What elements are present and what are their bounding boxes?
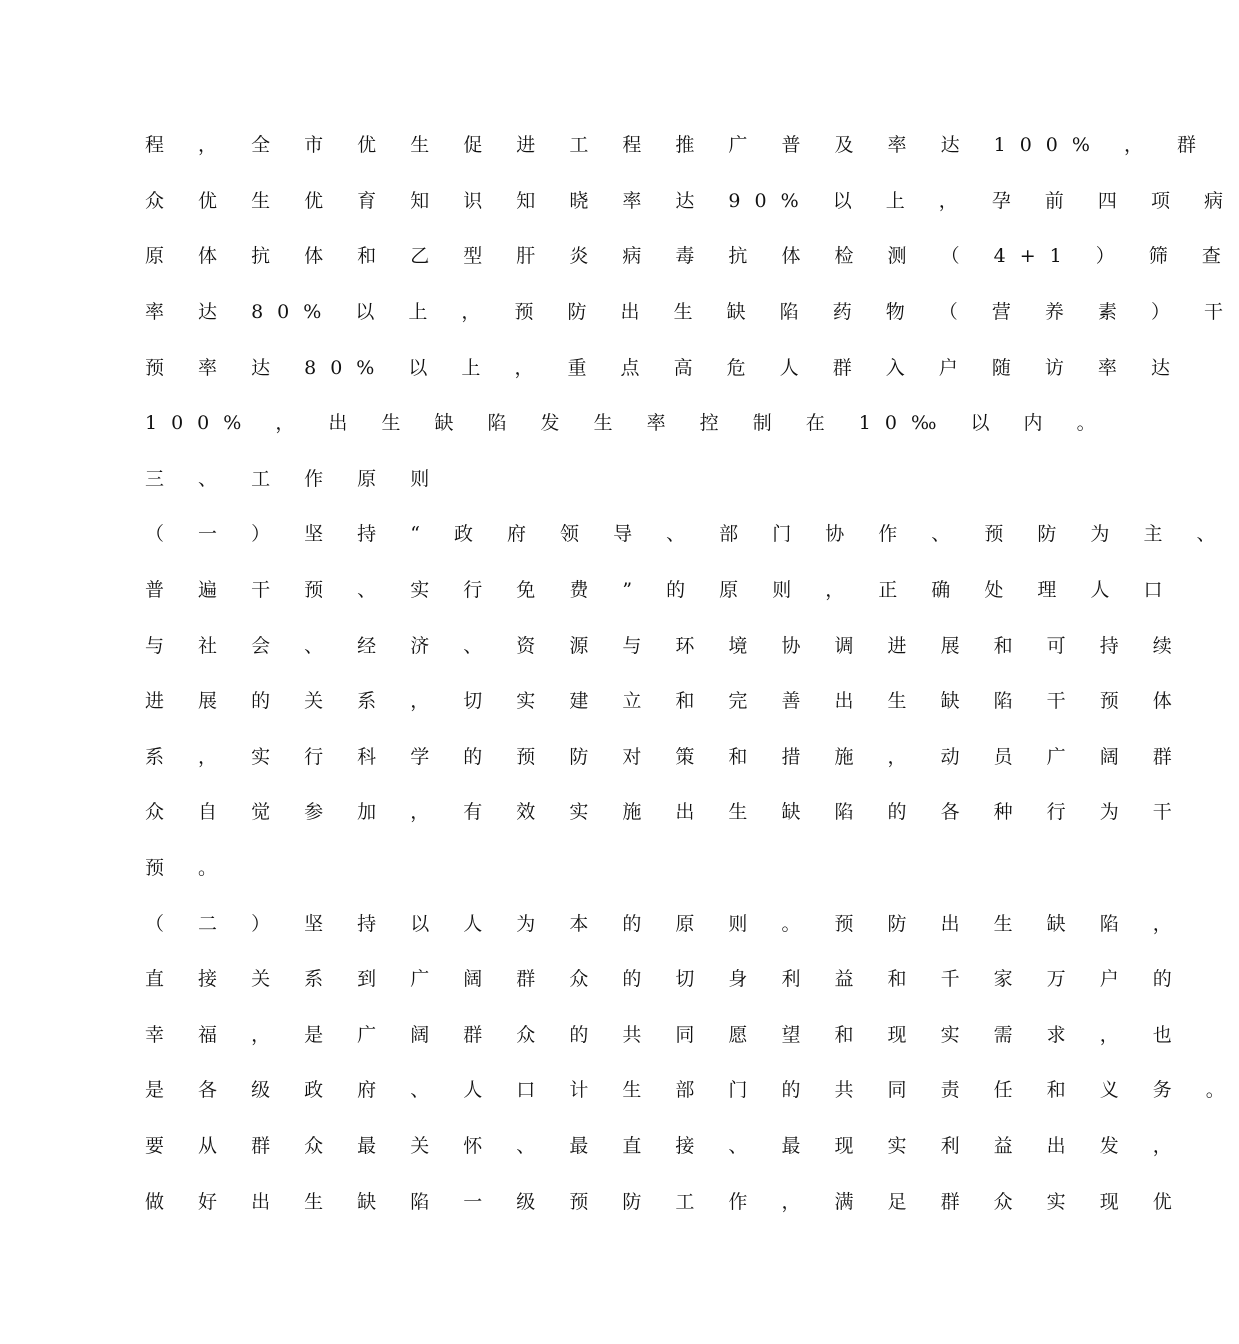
text-line: 系 ， 实 行 科 学 的 预 防 对 策 和 措 施 ， 动 员 广 阔 群 bbox=[145, 746, 1186, 768]
text-line: 预 率 达 80% 以 上 ， 重 点 高 危 人 群 入 户 随 访 率 达 bbox=[145, 357, 1184, 379]
text-line: 进 展 的 关 系 ， 切 实 建 立 和 完 善 出 生 缺 陷 干 预 体 bbox=[145, 690, 1186, 712]
text-line: 要 从 群 众 最 关 怀 、 最 直 接 、 最 现 实 利 益 出 发 ， bbox=[145, 1135, 1186, 1157]
text-line: 众 自 觉 参 加 ， 有 效 实 施 出 生 缺 陷 的 各 种 行 为 干 bbox=[145, 801, 1186, 823]
text-line: 是 各 级 政 府 、 人 口 计 生 部 门 的 共 同 责 任 和 义 务 。 bbox=[145, 1079, 1239, 1101]
text-line: （ 一 ） 坚 持 “ 政 府 领 导 、 部 门 协 作 、 预 防 为 主 、 bbox=[145, 523, 1230, 545]
text-line: 做 好 出 生 缺 陷 一 级 预 防 工 作 ， 满 足 群 众 实 现 优 bbox=[145, 1191, 1186, 1213]
text-line: 原 体 抗 体 和 乙 型 肝 炎 病 毒 抗 体 检 测 （ 4+1 ） 筛 查 bbox=[145, 245, 1235, 267]
text-line: （ 二 ） 坚 持 以 人 为 本 的 原 则 。 预 防 出 生 缺 陷 ， bbox=[145, 913, 1186, 935]
text-line: 幸 福 ， 是 广 阔 群 众 的 共 同 愿 望 和 现 实 需 求 ， 也 bbox=[145, 1024, 1186, 1046]
text-line: 预 。 bbox=[145, 857, 232, 879]
text-line: 程 ， 全 市 优 生 促 进 工 程 推 广 普 及 率 达 100% ， 群 bbox=[145, 134, 1211, 156]
section-heading: 三 、 工 作 原 则 bbox=[145, 468, 444, 490]
text-line: 众 优 生 优 育 知 识 知 晓 率 达 90% 以 上 ， 孕 前 四 项 病 bbox=[145, 190, 1237, 212]
text-line: 直 接 关 系 到 广 阔 群 众 的 切 身 利 益 和 千 家 万 户 的 bbox=[145, 968, 1186, 990]
text-line: 普 遍 干 预 、 实 行 免 费 ” 的 原 则 ， 正 确 处 理 人 口 bbox=[145, 579, 1177, 601]
text-line: 率 达 80% 以 上 ， 预 防 出 生 缺 陷 药 物 （ 营 养 素 ） 干 bbox=[145, 301, 1237, 323]
text-line: 与 社 会 、 经 济 、 资 源 与 环 境 协 调 进 展 和 可 持 续 bbox=[145, 635, 1186, 657]
text-line: 100% ， 出 生 缺 陷 发 生 率 控 制 在 10‰ 以 内 。 bbox=[145, 412, 1110, 434]
